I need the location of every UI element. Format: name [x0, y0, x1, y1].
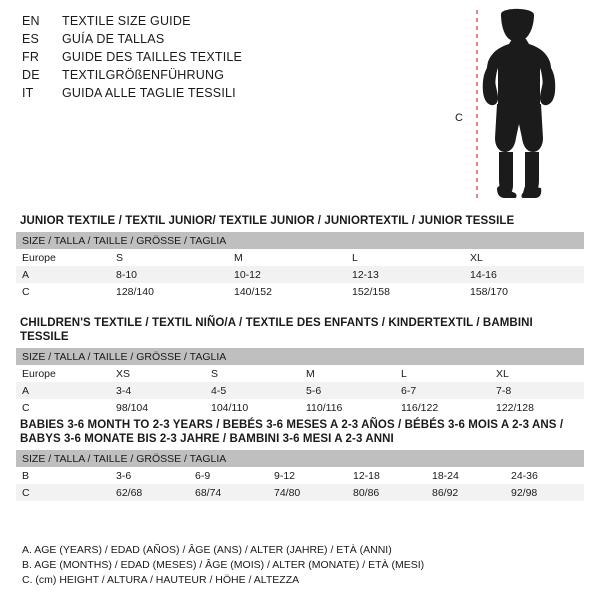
- legend-line-b: B. AGE (MONTHS) / EDAD (MESES) / ÂGE (MOIS) / ALTER (MONATE) / ETÀ (MESI): [22, 559, 425, 571]
- section-junior: [16, 214, 584, 300]
- cell: 18-24: [426, 467, 505, 484]
- cell: 4-5: [205, 382, 300, 399]
- cell: 80/86: [347, 484, 426, 501]
- table-head-label: SIZE / TALLA / TAILLE / GRÖSSE / TAGLIA: [16, 232, 584, 249]
- table-head-label: SIZE / TALLA / TAILLE / GRÖSSE / TAGLIA: [16, 450, 584, 467]
- cell: 110/116: [300, 399, 395, 416]
- cell: XS: [110, 365, 205, 382]
- row-label: A: [16, 382, 110, 399]
- row-label: A: [16, 266, 110, 283]
- language-row: [22, 32, 452, 50]
- cell: 122/128: [490, 399, 584, 416]
- language-row: [22, 68, 452, 86]
- cell: 74/80: [268, 484, 347, 501]
- language-code: EN: [22, 14, 40, 28]
- cell: 5-6: [300, 382, 395, 399]
- row-label: Europe: [16, 365, 110, 382]
- row-label: C: [16, 484, 110, 501]
- section-title: CHILDREN'S TEXTILE / TEXTIL NIÑO/A / TEXTILE DES ENFANTS / KINDERTEXTIL / BAMBINI TESSILE: [20, 317, 533, 343]
- language-title: GUIDA ALLE TAGLIE TESSILI: [62, 86, 236, 100]
- table-row: [16, 283, 584, 300]
- babies-size-table: [16, 450, 584, 501]
- language-code: FR: [22, 50, 40, 64]
- cell: 12-18: [347, 467, 426, 484]
- figure-illustration: [455, 8, 587, 200]
- cell: 140/152: [228, 283, 346, 300]
- cell: 8-10: [110, 266, 228, 283]
- cell: 9-12: [268, 467, 347, 484]
- cell: XL: [490, 365, 584, 382]
- language-title: TEXTILE SIZE GUIDE: [62, 14, 191, 28]
- table-head-row: [16, 348, 584, 365]
- row-label: B: [16, 467, 110, 484]
- cell: M: [228, 249, 346, 266]
- language-code: DE: [22, 68, 40, 82]
- cell: 14-16: [464, 266, 584, 283]
- cell: 6-9: [189, 467, 268, 484]
- language-code: IT: [22, 86, 34, 100]
- language-row: [22, 50, 452, 68]
- legend-line-c: C. (cm) HEIGHT / ALTURA / HAUTEUR / HÖHE / ALTEZZA: [22, 574, 300, 586]
- cell: 98/104: [110, 399, 205, 416]
- cell: 6-7: [395, 382, 490, 399]
- language-header: [22, 14, 452, 104]
- table-row: [16, 382, 584, 399]
- cell: 7-8: [490, 382, 584, 399]
- language-title: TEXTILGRÖßENFÜHRUNG: [62, 68, 225, 82]
- table-row: [16, 467, 584, 484]
- legend-footer: [22, 543, 582, 588]
- row-label: C: [16, 399, 110, 416]
- table-head-row: [16, 232, 584, 249]
- cell: 104/110: [205, 399, 300, 416]
- row-label: Europe: [16, 249, 110, 266]
- cell: 92/98: [505, 484, 584, 501]
- cell: 116/122: [395, 399, 490, 416]
- table-head-row: [16, 450, 584, 467]
- section-title: BABIES 3-6 MONTH TO 2-3 YEARS / BEBÉS 3-6 MESES A 2-3 AÑOS / BÉBÉS 3-6 MOIS A 2-3 ANS / BABYS 3-6 MONATE BIS 2-3 JAHRE / BAMBINI 3-6 MESI A 2-3 ANNI: [20, 419, 564, 445]
- cell: L: [346, 249, 464, 266]
- cell: 3-6: [110, 467, 189, 484]
- table-head-label: SIZE / TALLA / TAILLE / GRÖSSE / TAGLIA: [16, 348, 584, 365]
- cell: M: [300, 365, 395, 382]
- section-children: [16, 316, 584, 416]
- cell: 12-13: [346, 266, 464, 283]
- cell: 68/74: [189, 484, 268, 501]
- table-row: [16, 365, 584, 382]
- table-row: [16, 484, 584, 501]
- row-label: C: [16, 283, 110, 300]
- toddler-silhouette-icon: [455, 8, 587, 200]
- section-babies: [16, 418, 584, 501]
- language-title: GUÍA DE TALLAS: [62, 32, 165, 46]
- cell: 3-4: [110, 382, 205, 399]
- table-row: [16, 399, 584, 416]
- cell: 62/68: [110, 484, 189, 501]
- section-title: JUNIOR TEXTILE / TEXTIL JUNIOR/ TEXTILE JUNIOR / JUNIORTEXTIL / JUNIOR TESSILE: [20, 215, 515, 227]
- children-size-table: [16, 348, 584, 416]
- legend-line-a: A. AGE (YEARS) / EDAD (AÑOS) / ÂGE (ANS) / ALTER (JAHRE) / ETÀ (ANNI): [22, 544, 392, 556]
- cell: 128/140: [110, 283, 228, 300]
- junior-size-table: [16, 232, 584, 300]
- table-row: [16, 266, 584, 283]
- cell: 86/92: [426, 484, 505, 501]
- cell: L: [395, 365, 490, 382]
- cell: 24-36: [505, 467, 584, 484]
- cell: 10-12: [228, 266, 346, 283]
- language-row: [22, 86, 452, 104]
- measure-label-c: C: [455, 112, 463, 124]
- cell: 158/170: [464, 283, 584, 300]
- language-code: ES: [22, 32, 40, 46]
- language-row: [22, 14, 452, 32]
- cell: XL: [464, 249, 584, 266]
- table-row: [16, 249, 584, 266]
- cell: S: [205, 365, 300, 382]
- cell: 152/158: [346, 283, 464, 300]
- cell: S: [110, 249, 228, 266]
- language-title: GUIDE DES TAILLES TEXTILE: [62, 50, 243, 64]
